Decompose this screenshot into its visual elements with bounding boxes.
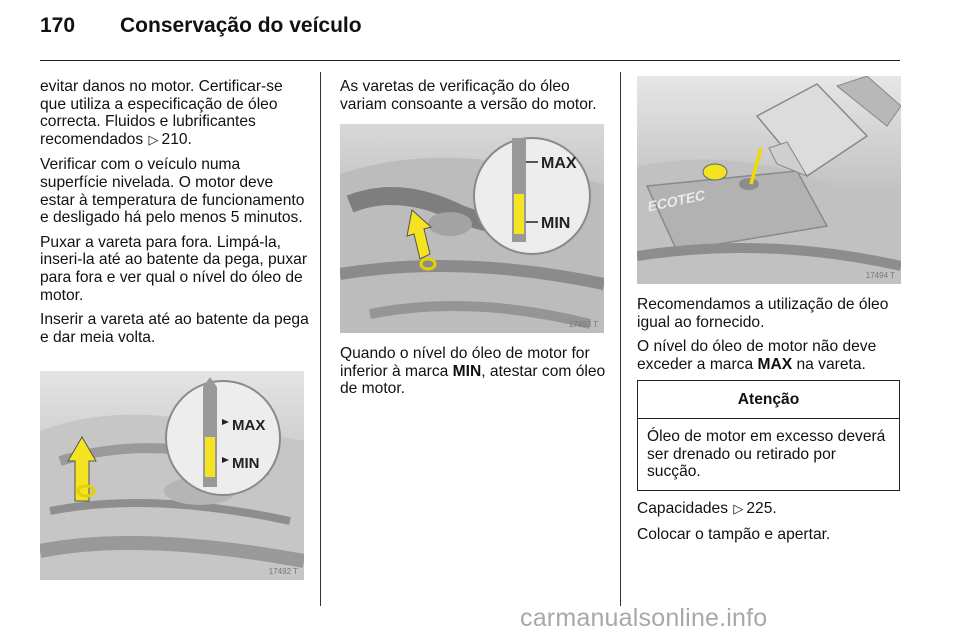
paragraph: Puxar a vareta para fora. Limpá-la, inseri-la até ao batente da pega, puxar para fora e ver qual o nível do óleo de motor. — [40, 233, 308, 304]
paragraph-text: , atestar com óleo de motor. — [340, 362, 606, 398]
paragraph — [637, 500, 902, 519]
paragraph-text: na vareta. — [792, 355, 866, 373]
column-divider — [620, 72, 621, 606]
paragraph — [40, 78, 310, 149]
page-title: Conservação do veículo — [120, 14, 362, 37]
paragraph-text: O nível do óleo de motor não deve exceder a marca — [637, 338, 877, 373]
watermark: carmanualsonline.info — [520, 604, 768, 632]
figure-number: 17494 T — [865, 271, 895, 280]
engine-illustration — [637, 76, 901, 284]
paragraph-text: Capacidades — [637, 500, 729, 517]
max-label: MAX — [541, 155, 577, 172]
page-number: 170 — [40, 14, 76, 37]
column-left — [40, 78, 310, 353]
paragraph: Inserir a vareta até ao batente da pega e dar meia volta. — [40, 311, 309, 346]
max-label: MAX — [232, 417, 266, 434]
column-middle-lower — [340, 345, 608, 405]
engine-illustration — [340, 124, 604, 333]
engine-illustration — [40, 371, 304, 580]
arrow-reference-icon: ▷ — [148, 132, 159, 148]
figure-number: 17493 T — [568, 320, 598, 329]
paragraph-text: evitar danos no motor. Certificar-se que utiliza a especificação de óleo correcta. Fluidos e lubrificantes recomendados — [40, 78, 283, 148]
min-mark: MIN — [452, 362, 482, 380]
column-right — [637, 296, 902, 380]
paragraph: Colocar o tampão e apertar. — [637, 525, 831, 543]
engine-cover-text: ECOTEC — [647, 186, 705, 215]
min-label: MIN — [232, 455, 260, 472]
paragraph — [340, 345, 608, 398]
column-right-lower — [637, 500, 902, 550]
page-reference[interactable]: 210. — [161, 130, 192, 148]
page-reference[interactable]: 225. — [746, 500, 777, 517]
oil-filling-figure — [637, 76, 901, 284]
column-middle — [340, 78, 608, 120]
min-label: MIN — [541, 215, 571, 232]
figure-number: 17492 T — [268, 567, 298, 576]
warning-body: Óleo de motor em excesso deverá ser drenado ou retirado por sucção. — [647, 428, 886, 481]
paragraph: Verificar com o veículo numa superfície nivelada. O motor deve estar à temperatura de funcionamento e desligado há pelo menos 5 minutos. — [40, 156, 305, 227]
warning-title: Atenção — [638, 381, 899, 419]
paragraph: Recomendamos a utilização de óleo igual ao fornecido. — [637, 296, 889, 331]
warning-box — [637, 380, 900, 491]
dipstick-figure-1 — [40, 371, 304, 580]
header-rule — [40, 60, 900, 61]
dipstick-figure-2 — [340, 124, 604, 333]
column-divider — [320, 72, 321, 606]
paragraph — [637, 338, 902, 373]
paragraph: As varetas de verificação do óleo variam consoante a versão do motor. — [340, 78, 597, 113]
paragraph-text: Quando o nível do óleo de motor for inferior à marca — [340, 345, 590, 380]
max-mark: MAX — [757, 355, 793, 373]
page-header — [40, 14, 362, 38]
arrow-reference-icon: ▷ — [733, 502, 744, 517]
